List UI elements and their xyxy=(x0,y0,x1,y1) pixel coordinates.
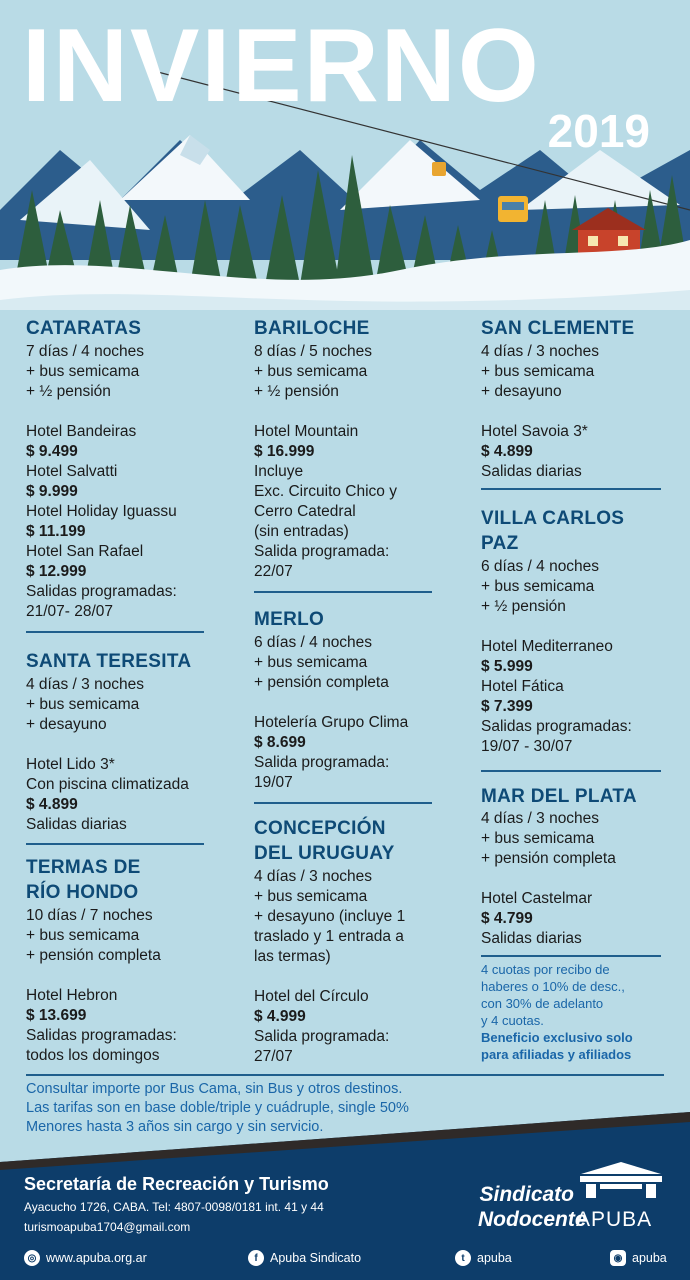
destination-villa-carlos-paz-line2: PAZ xyxy=(481,533,519,554)
exclusive-benefit: para afiliadas y afiliados xyxy=(481,1047,632,1062)
destination-mar-del-plata: MAR DEL PLATA xyxy=(481,786,637,807)
installments-note: 4 cuotas por recibo de xyxy=(481,962,610,977)
departures-dates: 19/07 - 30/07 xyxy=(481,738,573,755)
destination-concepcion: CONCEPCIÓN xyxy=(254,818,386,839)
departures: Salida programada: xyxy=(254,543,390,560)
hotel-price: $ 4.899 xyxy=(26,796,78,813)
package-detail: + desayuno (incluye 1 xyxy=(254,908,406,925)
destination-cataratas: CATARATAS xyxy=(26,318,142,339)
departures-dates: 27/07 xyxy=(254,1048,293,1065)
twitter-link[interactable] xyxy=(455,1250,512,1266)
package-detail: + bus semicama xyxy=(254,363,368,380)
package-detail: + bus semicama xyxy=(26,927,140,944)
destination-concepcion-line2: DEL URUGUAY xyxy=(254,843,395,864)
hotel-name: Hotel Mountain xyxy=(254,423,359,440)
hotel-price: $ 4.999 xyxy=(254,1008,306,1025)
package-detail: + bus semicama xyxy=(26,696,140,713)
installments-note: con 30% de adelanto xyxy=(481,996,604,1011)
divider xyxy=(481,770,661,772)
package-detail: + ½ pensión xyxy=(481,598,566,615)
package-detail: + ½ pensión xyxy=(254,383,339,400)
hotel-price: $ 8.699 xyxy=(254,734,306,751)
package-detail: + bus semicama xyxy=(481,578,595,595)
package-detail: 4 días / 3 noches xyxy=(481,343,600,360)
footer xyxy=(0,1112,690,1280)
departures-dates: 19/07 xyxy=(254,774,293,791)
hotel-extra: Con piscina climatizada xyxy=(26,776,189,793)
package-detail: 4 días / 3 noches xyxy=(26,676,145,693)
package-detail: + bus semicama xyxy=(481,830,595,847)
secretariat-title: Secretaría de Recreación y Turismo xyxy=(24,1174,329,1194)
hotel-price: $ 9.499 xyxy=(26,443,78,460)
logo-line-1: Sindicato xyxy=(479,1183,574,1206)
package-detail: las termas) xyxy=(254,948,331,965)
twitter-handle: apuba xyxy=(477,1251,512,1265)
facebook-handle: Apuba Sindicato xyxy=(270,1251,362,1265)
exclusive-benefit: Beneficio exclusivo solo xyxy=(481,1030,633,1045)
destination-san-clemente: SAN CLEMENTE xyxy=(481,318,635,339)
package-detail: + bus semicama xyxy=(26,363,140,380)
hotel-name: Hotel Savoia 3* xyxy=(481,423,588,440)
logo-text xyxy=(478,1182,587,1232)
divider xyxy=(254,591,432,593)
web-url: www.apuba.org.ar xyxy=(46,1251,147,1265)
includes: Exc. Circuito Chico y xyxy=(254,483,397,500)
destination-santa-teresita: SANTA TERESITA xyxy=(26,651,192,672)
package-detail: + bus semicama xyxy=(254,888,368,905)
package-detail: + desayuno xyxy=(481,383,562,400)
hotel-price: $ 4.799 xyxy=(481,910,533,927)
instagram-handle: apuba xyxy=(632,1251,667,1265)
address: Ayacucho 1726, CABA. Tel: 4807-0098/0181 int. 41 y 44 xyxy=(24,1200,324,1214)
general-note: Las tarifas son en base doble/triple y cuádruple, single 50% xyxy=(26,1100,409,1116)
divider xyxy=(26,631,204,633)
departures: Salidas diarias xyxy=(481,463,582,480)
destination-villa-carlos-paz: VILLA CARLOS xyxy=(481,508,625,529)
hotel-name: Hotel Mediterraneo xyxy=(481,638,613,655)
departures-dates: 21/07- 28/07 xyxy=(26,603,114,620)
facebook-icon: f xyxy=(248,1250,264,1266)
email-link[interactable]: turismoapuba1704@gmail.com xyxy=(24,1220,191,1234)
departures: Salidas programadas: xyxy=(26,1027,177,1044)
instagram-icon: ◉ xyxy=(610,1250,626,1266)
web-link[interactable] xyxy=(24,1250,147,1266)
hotel-name: Hotel Bandeiras xyxy=(26,423,137,440)
package-detail: 6 días / 4 noches xyxy=(481,558,600,575)
package-detail: + bus semicama xyxy=(254,654,368,671)
globe-icon: ◎ xyxy=(24,1250,40,1266)
page-title: INVIERNO xyxy=(22,8,541,124)
installments-note: y 4 cuotas. xyxy=(481,1013,544,1028)
twitter-icon: t xyxy=(455,1250,471,1266)
package-detail: + pensión completa xyxy=(26,947,161,964)
hero-banner xyxy=(0,0,690,310)
includes: Cerro Catedral xyxy=(254,503,356,520)
hotel-name: Hotel Hebron xyxy=(26,987,118,1004)
general-note: Menores hasta 3 años sin cargo y sin servicio. xyxy=(26,1119,324,1135)
hotel-price: $ 11.199 xyxy=(26,523,86,540)
hotel-name: Hotel Holiday Iguassu xyxy=(26,503,177,520)
divider xyxy=(26,843,204,845)
package-detail: + pensión completa xyxy=(481,850,616,867)
destination-merlo: MERLO xyxy=(254,609,325,630)
departures: Salidas diarias xyxy=(481,930,582,947)
hotel-price: $ 5.999 xyxy=(481,658,533,675)
destination-bariloche: BARILOCHE xyxy=(254,318,370,339)
package-detail: + bus semicama xyxy=(481,363,595,380)
package-detail: 4 días / 3 noches xyxy=(254,868,373,885)
package-detail: + desayuno xyxy=(26,716,107,733)
departures: Salidas programadas: xyxy=(481,718,632,735)
hotel-name: Hotel San Rafael xyxy=(26,543,144,560)
divider xyxy=(254,802,432,804)
logo-line-2: Nodocente xyxy=(478,1208,587,1231)
hotel-price: $ 12.999 xyxy=(26,563,87,580)
package-detail: 7 días / 4 noches xyxy=(26,343,145,360)
includes: (sin entradas) xyxy=(254,523,349,540)
destinations-panel xyxy=(0,310,690,1135)
hotel-name: Hotel Salvatti xyxy=(26,463,118,480)
hotel-name: Hotel Lido 3* xyxy=(26,756,115,773)
divider-full xyxy=(26,1074,664,1076)
apuba-building-logo-icon xyxy=(576,1160,666,1202)
destination-termas-line2: RÍO HONDO xyxy=(26,882,139,903)
hotel-price: $ 7.399 xyxy=(481,698,533,715)
package-detail: + pensión completa xyxy=(254,674,389,691)
hotel-price: $ 16.999 xyxy=(254,443,315,460)
general-note: Consultar importe por Bus Cama, sin Bus y otros destinos. xyxy=(26,1081,403,1097)
package-detail: 4 días / 3 noches xyxy=(481,810,600,827)
package-detail: 6 días / 4 noches xyxy=(254,634,373,651)
hotel-name: Hotel del Círculo xyxy=(254,988,369,1005)
divider xyxy=(481,955,661,957)
instagram-link[interactable] xyxy=(610,1250,667,1266)
year-label: 2019 xyxy=(547,105,650,157)
facebook-link[interactable] xyxy=(248,1250,361,1266)
package-detail: + ½ pensión xyxy=(26,383,111,400)
package-detail: 8 días / 5 noches xyxy=(254,343,373,360)
package-detail: 10 días / 7 noches xyxy=(26,907,153,924)
hotel-price: $ 4.899 xyxy=(481,443,533,460)
hotel-name: Hotel Fática xyxy=(481,678,564,695)
hotel-price: $ 9.999 xyxy=(26,483,78,500)
departures: Salidas diarias xyxy=(26,816,127,833)
hotel-price: $ 13.699 xyxy=(26,1007,87,1024)
divider xyxy=(481,488,661,490)
package-detail: traslado y 1 entrada a xyxy=(254,928,404,945)
hotel-name: Hotel Castelmar xyxy=(481,890,593,907)
hotel-name: Hotelería Grupo Clima xyxy=(254,714,409,731)
destination-termas: TERMAS DE xyxy=(26,857,141,878)
departures: Salida programada: xyxy=(254,754,390,771)
includes: Incluye xyxy=(254,463,304,480)
departures-dates: todos los domingos xyxy=(26,1047,160,1064)
installments-note: haberes o 10% de desc., xyxy=(481,979,625,994)
departures-dates: 22/07 xyxy=(254,563,293,580)
departures: Salida programada: xyxy=(254,1028,390,1045)
departures: Salidas programadas: xyxy=(26,583,177,600)
logo-apuba: APUBA xyxy=(576,1208,653,1231)
